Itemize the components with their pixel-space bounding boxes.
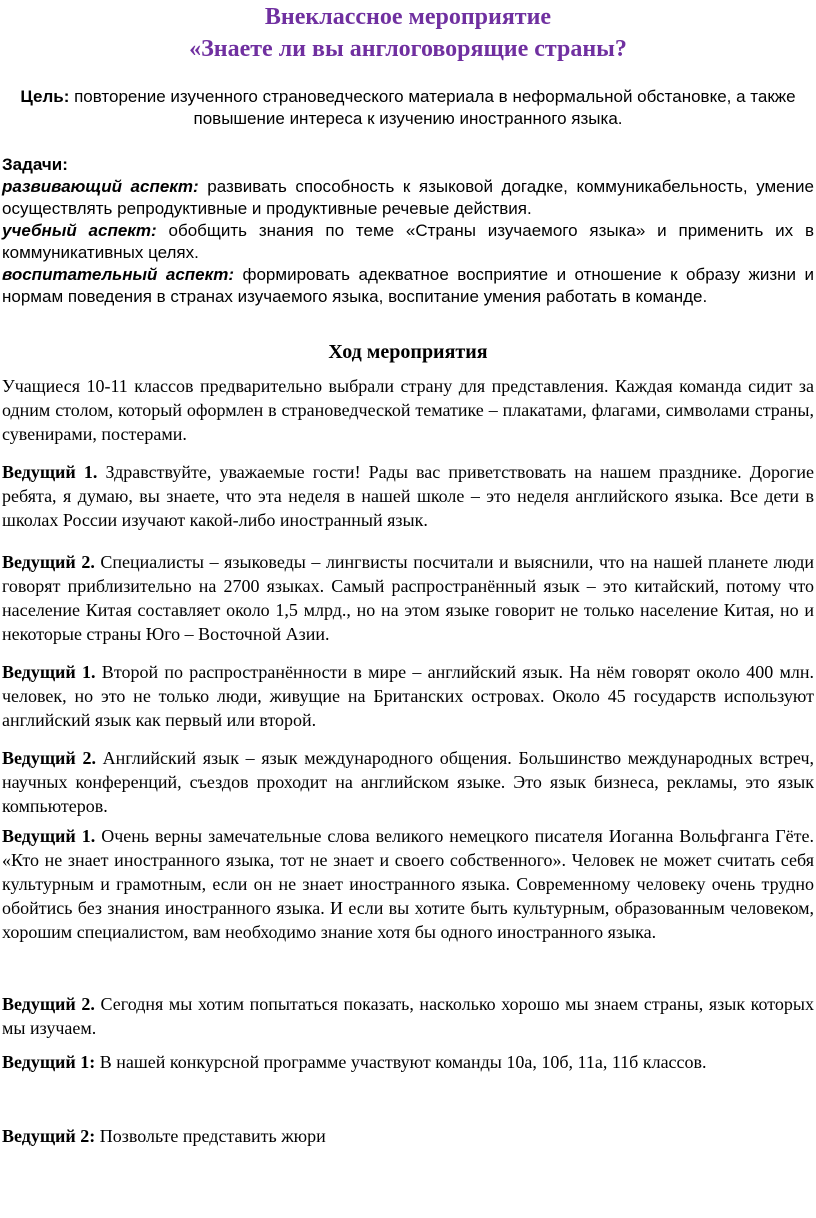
task-aspect-label: развивающий аспект: <box>2 177 199 196</box>
speech-text: Второй по распространённости в мире – английский язык. На нём говорят около 400 млн. человек, но это не только люди, живущие на Британских островах. Около 45 государств используют английский язык как первый или второй. <box>2 662 815 730</box>
tasks-label-paragraph <box>2 154 814 176</box>
speaker-label: Ведущий 1. <box>2 462 98 482</box>
speech-text: Здравствуйте, уважаемые гости! Рады вас приветствовать на нашем празднике. Дорогие ребята, я думаю, вы знаете, что эта неделя в нашей школе – это неделя английского языка. Все дети в школах России изучают какой-либо иностранный язык. <box>2 462 814 530</box>
speech-text: В нашей конкурсной программе участвуют команды 10а, 10б, 11а, 11б классов. <box>95 1052 707 1072</box>
speaker-label: Ведущий 2. <box>2 748 96 768</box>
document-title-line-2: «Знаете ли вы англоговорящие страны? <box>189 36 627 62</box>
goal-paragraph <box>8 86 808 130</box>
speech-text: Позвольте представить жюри <box>95 1126 326 1146</box>
speech-text: Сегодня мы хотим попытаться показать, насколько хорошо мы знаем страны, язык которых мы изучаем. <box>2 994 814 1038</box>
speech-paragraph <box>2 550 814 646</box>
speech-paragraph <box>2 1050 814 1074</box>
speech-paragraph <box>2 1124 814 1148</box>
task-aspect-text: развивать способность к языковой догадке, коммуникабельность, умение осуществлять репродуктивные и продуктивные речевые действия. <box>2 177 814 218</box>
task-aspect-label: учебный аспект: <box>2 221 157 240</box>
speech-text: Специалисты – языковеды – лингвисты посчитали и выяснили, что на нашей планете люди говорят приблизительно на 2700 языках. Самый распространённый язык – это китайский, потому что население Китая составляет около 1,5 млрд., но на этом языке говорит не только население Китая, но и некоторые страны Юго – Восточной Азии. <box>2 552 814 644</box>
speaker-label: Ведущий 1: <box>2 1052 96 1072</box>
speech-paragraph <box>2 824 814 944</box>
speaker-label: Ведущий 1. <box>2 826 96 846</box>
intro-paragraph: Учащиеся 10-11 классов предварительно выбрали страну для представления. Каждая команда сидит за одним столом, который оформлен в страноведческой тематике – плакатами, флагами, символами страны, сувенирами, постерами. <box>2 376 814 444</box>
speaker-label: Ведущий 1. <box>2 662 96 682</box>
speaker-label: Ведущий 2. <box>2 994 95 1014</box>
speech-text: Очень верны замечательные слова великого немецкого писателя Иоганна Вольфганга Гёте. «Кто не знает иностранного языка, тот не знает и своего собственного». Человек не может считать себя культурным и грамотным, если он не знает иностранного языка. Современному человеку очень трудно обойтись без знания иностранного языка. И если вы хотите быть культурным, образованным человеком, хорошим специалистом, вам необходимо знание хотя бы одного иностранного языка. <box>2 826 814 942</box>
speaker-label: Ведущий 2: <box>2 1126 96 1146</box>
task-aspect-text: обобщить знания по теме «Страны изучаемого языка» и применить их в коммуникативных целях. <box>2 221 815 262</box>
task-aspect-text: формировать адекватное восприятие и отношение к образу жизни и нормам поведения в странах изучаемого языка, воспитание умения работать в команде. <box>2 265 815 306</box>
goal-label: Цель: <box>20 87 70 106</box>
task-item <box>2 176 814 220</box>
tasks-label: Задачи: <box>2 155 68 174</box>
task-item <box>2 220 814 264</box>
speech-paragraph <box>2 992 814 1040</box>
section-heading: Ход мероприятия <box>328 341 488 363</box>
task-item <box>2 264 814 308</box>
task-aspect-label: воспитательный аспект: <box>2 265 235 284</box>
goal-text: повторение изученного страноведческого материала в неформальной обстановке, а также повышение интереса к изучению иностранного языка. <box>69 87 796 128</box>
speaker-label: Ведущий 2. <box>2 552 95 572</box>
document-title-line-1: Внеклассное мероприятие <box>264 4 552 30</box>
speech-paragraph <box>2 660 814 732</box>
speech-paragraph <box>2 746 814 818</box>
speech-paragraph <box>2 460 814 532</box>
speech-text: Английский язык – язык международного общения. Большинство международных встреч, научных конференций, съездов проходит на английском языке. Это язык бизнеса, рекламы, это язык компьютеров. <box>2 748 814 816</box>
